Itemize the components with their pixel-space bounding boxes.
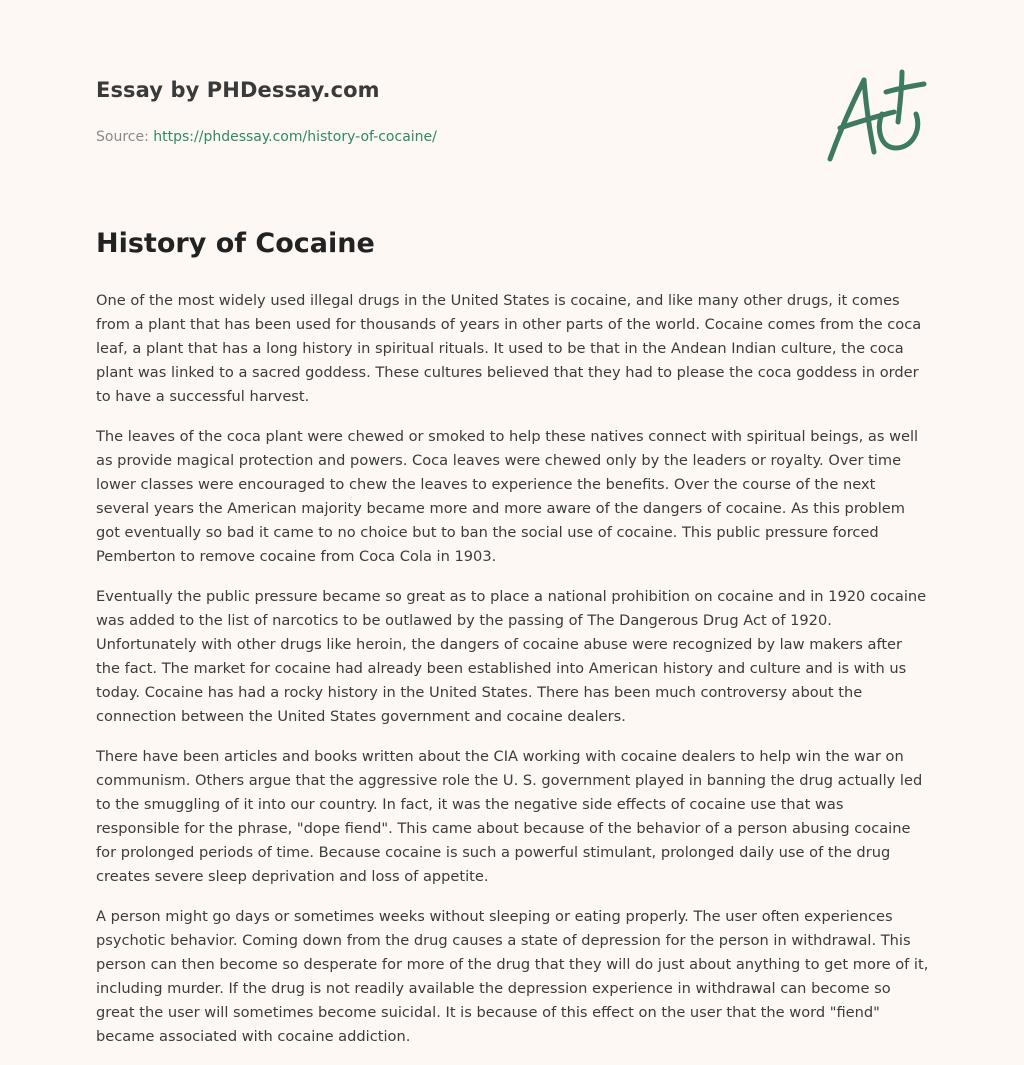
source-line	[96, 127, 796, 147]
brand-title: Essay by PHDessay.com	[96, 78, 380, 102]
essay-title: History of Cocaine	[96, 228, 375, 259]
essay-paragraph: One of the most widely used illegal drugs in the United States is cocaine, and like many other drugs, it comes from a plant that has been used for thousands of years in other parts of the world. Cocaine comes from the coca leaf, a plant that has a long history in spiritual rituals. It used to be that in the Andean Indian culture, the coca plant was linked to a sacred goddess. These cultures believed that they had to please the coca goddess in order to have a successful harvest.	[96, 292, 922, 405]
source-label: Source:	[96, 129, 154, 145]
essay-paragraph: The leaves of the coca plant were chewed or smoked to help these natives connect with spiritual beings, as well as provide magical protection and powers. Coca leaves were chewed only by the leaders or royalty. Over time lower classes were encouraged to chew the leaves to experience the benefits. Over the course of the next several years the American majority became more and more aware of the dangers of cocaine. As this problem got eventually so bad it came to no choice but to ban the social use of cocaine. This public pressure forced Pemberton to remove cocaine from Coca Cola in 1903.	[96, 428, 919, 565]
essay-header	[96, 76, 796, 147]
source-link[interactable]: https://phdessay.com/history-of-cocaine/	[153, 129, 437, 145]
essay-paragraph: A person might go days or sometimes weeks without sleeping or eating properly. The user often experiences psychotic behavior. Coming down from the drug causes a state of depression for the person in withdrawal. This person can then become so desperate for more of the drug that they will do just about anything to get more of it, including murder. If the drug is not readily available the depression experience in withdrawal can become so great the user will sometimes become suicidal. It is because of this effect on the user that the word "fiend" became associated with cocaine addiction.	[96, 908, 929, 1045]
a-plus-grade-icon	[820, 66, 930, 166]
essay-body	[96, 226, 930, 1065]
essay-paragraph: Eventually the public pressure became so great as to place a national prohibition on cocaine and in 1920 cocaine was added to the list of narcotics to be outlawed by the passing of The Dangerous Drug Act of 1920. Unfortunately with other drugs like heroin, the dangers of cocaine abuse were recognized by law makers after the fact. The market for cocaine had already been established into American history and culture and is with us today. Cocaine has had a rocky history in the United States. There has been much controversy about the connection between the United States government and cocaine dealers.	[96, 588, 927, 725]
essay-paragraph: There have been articles and books written about the CIA working with cocaine dealers to help win the war on communism. Others argue that the aggressive role the U. S. government played in banning the drug actually led to the smuggling of it into our country. In fact, it was the negative side effects of cocaine use that was responsible for the phrase, "dope fiend". This came about because of the behavior of a person abusing cocaine for prolonged periods of time. Because cocaine is such a powerful stimulant, prolonged daily use of the drug creates severe sleep deprivation and loss of appetite.	[96, 748, 923, 885]
